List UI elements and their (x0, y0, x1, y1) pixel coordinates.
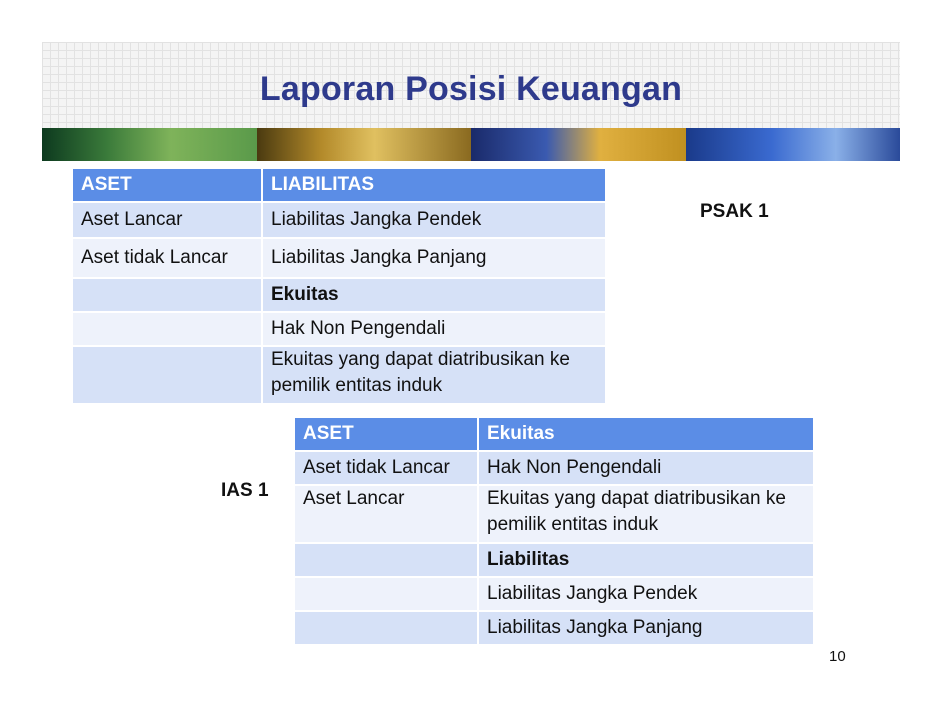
table-cell: Hak Non Pengendali (263, 313, 605, 345)
table-row (295, 544, 813, 576)
banner-photo-lab (471, 128, 686, 161)
ias-balance-sheet-table (293, 416, 815, 646)
table-row (295, 418, 813, 450)
table-row (73, 279, 605, 311)
page-number: 10 (829, 648, 846, 665)
banner-photo-pen (42, 128, 257, 161)
table-cell (73, 279, 261, 311)
table-row (295, 452, 813, 484)
table-cell: Ekuitas yang dapat diatribusikan ke pemilik entitas induk (479, 486, 813, 542)
table-cell (295, 578, 477, 610)
table-cell (73, 313, 261, 345)
table-row (73, 239, 605, 277)
header-cell-ekuitas: Ekuitas (479, 418, 813, 450)
table-cell: Hak Non Pengendali (479, 452, 813, 484)
table-cell: Aset tidak Lancar (73, 239, 261, 277)
table-cell: Aset Lancar (73, 203, 261, 237)
banner-photo-keys (257, 128, 471, 161)
table-row (73, 169, 605, 201)
table-row (295, 612, 813, 644)
header-cell-liabilitas: LIABILITAS (263, 169, 605, 201)
table-cell (73, 347, 261, 403)
table-cell: Ekuitas (263, 279, 605, 311)
photo-banner (42, 128, 900, 161)
table-row (73, 203, 605, 237)
ias-label: IAS 1 (221, 480, 269, 501)
table-row (295, 486, 813, 542)
table-cell: Liabilitas Jangka Panjang (479, 612, 813, 644)
header-cell-aset: ASET (73, 169, 261, 201)
table-cell: Liabilitas Jangka Panjang (263, 239, 605, 277)
table-row (295, 578, 813, 610)
table-cell (295, 612, 477, 644)
table-cell: Ekuitas yang dapat diatribusikan ke pemilik entitas induk (263, 347, 605, 403)
banner-photo-keyboard (686, 128, 900, 161)
table-cell (295, 544, 477, 576)
table-row (73, 313, 605, 345)
psak-label: PSAK 1 (700, 201, 769, 222)
psak-balance-sheet-table (71, 167, 607, 405)
table-cell: Aset tidak Lancar (295, 452, 477, 484)
table-cell: Liabilitas (479, 544, 813, 576)
table-row (73, 347, 605, 403)
table-cell: Aset Lancar (295, 486, 477, 542)
slide-title: Laporan Posisi Keuangan (259, 70, 683, 108)
table-cell: Liabilitas Jangka Pendek (263, 203, 605, 237)
table-cell: Liabilitas Jangka Pendek (479, 578, 813, 610)
header-cell-aset: ASET (295, 418, 477, 450)
